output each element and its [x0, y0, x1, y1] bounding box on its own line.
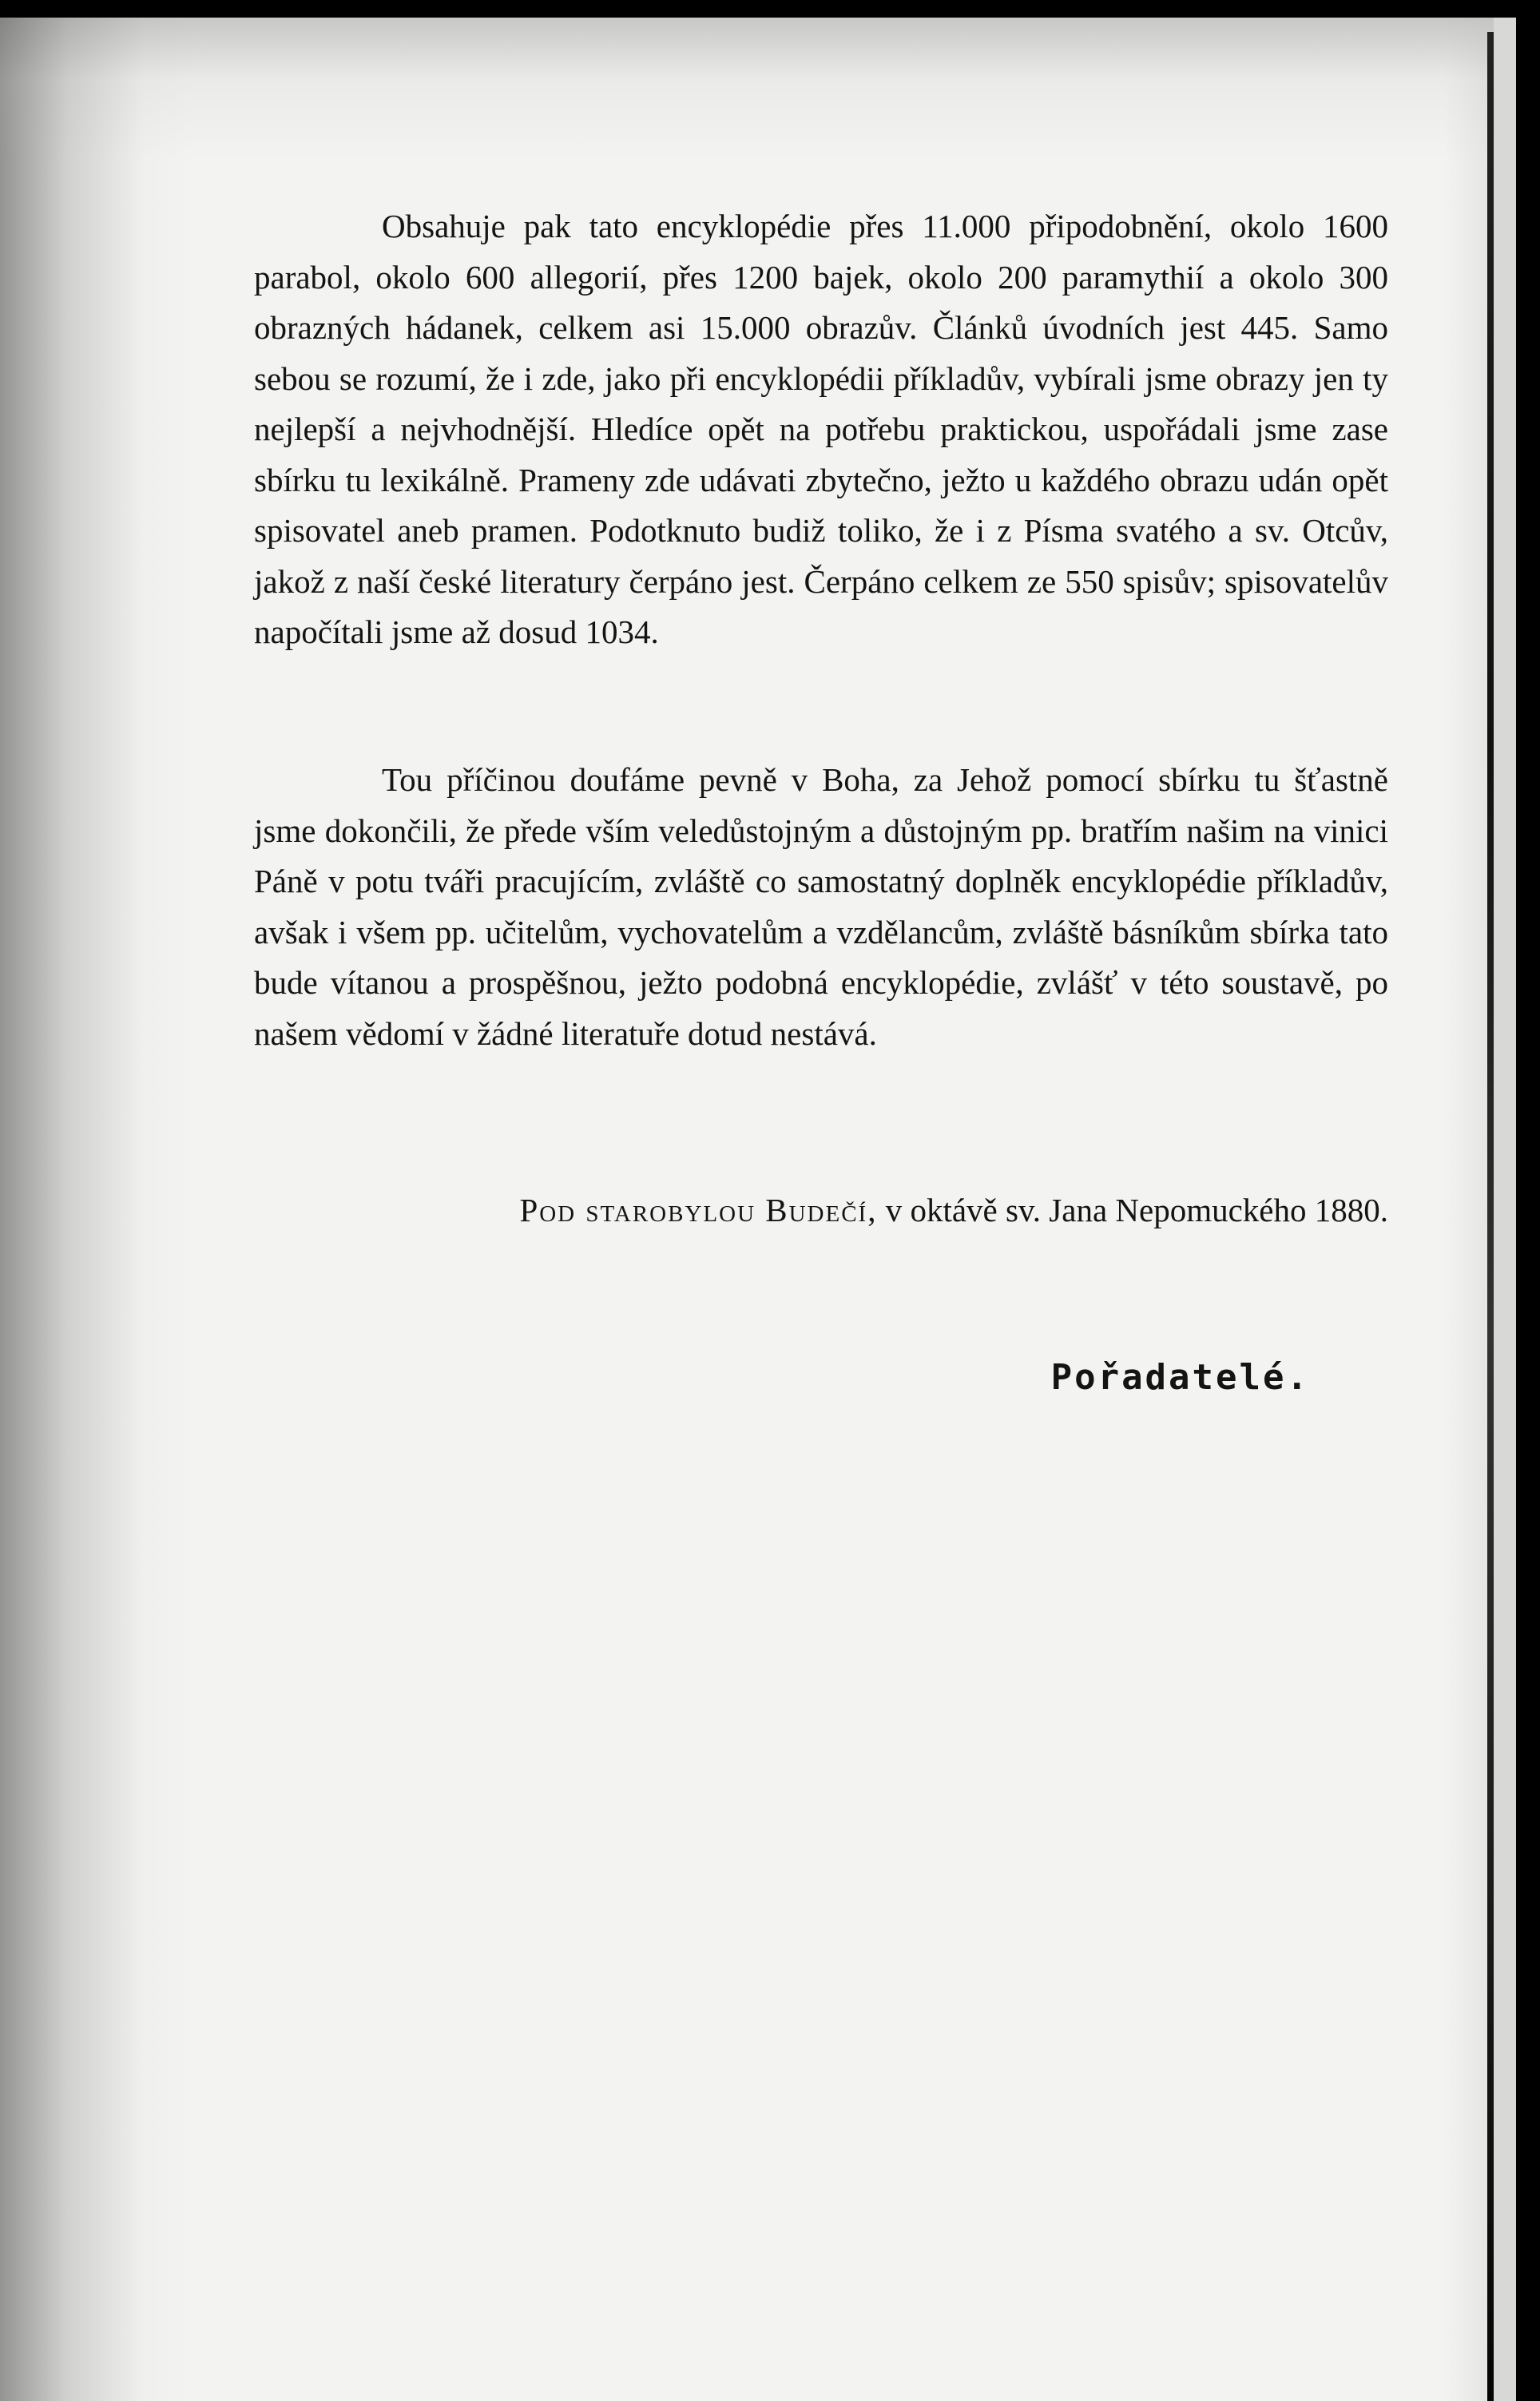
- scan-shadow-top: [0, 0, 1540, 160]
- dateline-place: Pod starobylou Budečí,: [519, 1192, 878, 1228]
- book-binding-edge: [1487, 32, 1494, 2401]
- paragraph-text: Obsahuje pak tato encyklopédie přes 11.000 připodobnění, okolo 1600 parabol, okolo 600 allegorií, přes 1200 bajek, okolo 200 paramythií a okolo 300 obrazných hádanek, celkem asi 15.000 obrazův. Článků úvodních jest 445. Samo sebou se rozumí, že i zde, jako při encyklopédii příkladův, vybírali jsme obrazy jen ty nejlepší a nejvhodnější. Hledíce opět na potřebu praktickou, uspořádali jsme zase sbírku tu lexikálně. Prameny zde udávati zbytečno, ježto u každého obrazu udán opět spisovatel aneb pramen. Podotknuto budiž toliko, že i z Písma svatého a sv. Otcův, jakož z naší české literatury čerpáno jest. Čerpáno celkem ze 550 spisův; spisovatelův napočítali jsme až dosud 1034.: [254, 208, 1388, 650]
- paragraph-text: Tou příčinou doufáme pevně v Boha, za Jehož pomocí sbírku tu šťastně jsme dokončili, že přede vším veledůstojným a důstojným pp. bratřím našim na vinici Páně v potu tváři pracujícím, zvláště co samostatný doplněk encyklopédie příkladův, avšak i všem pp. učitelům, vychovatelům a vzdělancům, zvláště básníkům sbírka tato bude vítanou a prospěšnou, ježto podobná encyklopédie, zvlášť v této soustavě, po našem vědomí v žádné literatuře dotud nestává.: [254, 761, 1388, 1052]
- page-edge-gap: [1494, 18, 1516, 2401]
- paragraph-thanks: [254, 755, 1388, 1059]
- dateline-date: v oktávě sv. Jana Nepomuckého 1880.: [885, 1192, 1388, 1228]
- paragraph-contents: [254, 201, 1388, 658]
- signature: Pořadatelé.: [1050, 1357, 1310, 1398]
- scan-shadow-left: [0, 0, 192, 2401]
- scan-border-right: [1516, 0, 1540, 2401]
- dateline: [375, 1182, 1388, 1238]
- scan-border-top: [0, 0, 1540, 18]
